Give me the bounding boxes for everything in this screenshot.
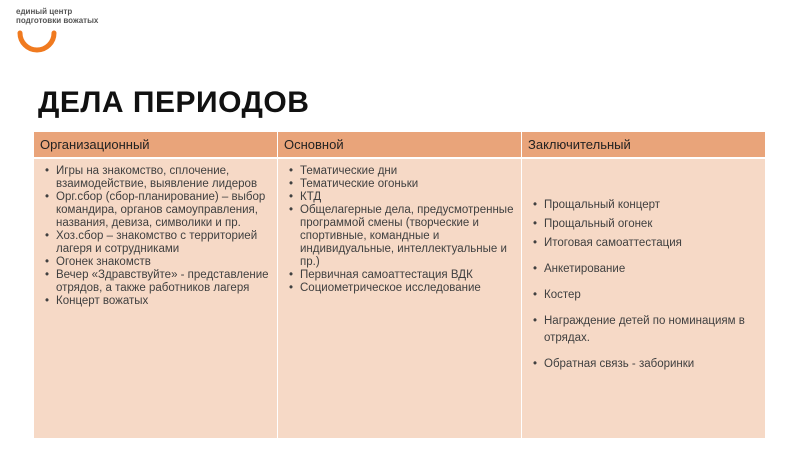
logo <box>10 5 130 70</box>
list-item: • Прощальный концерт <box>544 197 759 214</box>
list-item: • Хоз.сбор – знакомство с территорией лагеря и сотрудниками <box>56 230 271 256</box>
list-item: • Вечер «Здравствуйте» - представление отрядов, а также работников лагеря <box>56 269 271 295</box>
list-item: • Огонек знакомств <box>56 256 271 269</box>
list-item: • Награждение детей по номинациям в отрядах. <box>544 313 759 347</box>
column-main <box>278 159 522 438</box>
list-item: • Обратная связь - заборинки <box>544 356 759 373</box>
header-main: Основной <box>278 132 522 157</box>
header-final: Заключительный <box>522 132 765 157</box>
logo-line-2: подготовки вожатых <box>16 16 99 25</box>
list-item: • Тематические огоньки <box>300 178 515 191</box>
list-item: • Орг.сбор (сбор-планирование) – выбор командира, органов самоуправления, названия, девиза, символики и пр. <box>56 191 271 230</box>
periods-table <box>34 132 765 438</box>
list-item: • Тематические дни <box>300 165 515 178</box>
list-item: • Анкетирование <box>544 261 759 278</box>
list-item: • Прощальный огонек <box>544 216 759 233</box>
column-final <box>522 159 765 438</box>
list-item: • Социометрическое исследование <box>300 282 515 295</box>
list-item: • Костер <box>544 287 759 304</box>
logo-arc-icon <box>12 21 62 71</box>
list-item: • Итоговая самоаттестация <box>544 235 759 252</box>
list-item: • Игры на знакомство, сплочение, взаимодействие, выявление лидеров <box>56 165 271 191</box>
header-organizational: Организационный <box>34 132 278 157</box>
column-organizational <box>34 159 278 438</box>
logo-line-1: единый центр <box>16 7 73 16</box>
list-item: • Общелагерные дела, предусмотренные программой смены (творческие и спортивные, командные и индивидуальные, интеллектуальные и пр.) <box>300 204 515 269</box>
list-item: • Первичная самоаттестация ВДК <box>300 269 515 282</box>
list-item: • Концерт вожатых <box>56 295 271 308</box>
list-item: • КТД <box>300 191 515 204</box>
page-title: ДЕЛА ПЕРИОДОВ <box>38 86 310 119</box>
